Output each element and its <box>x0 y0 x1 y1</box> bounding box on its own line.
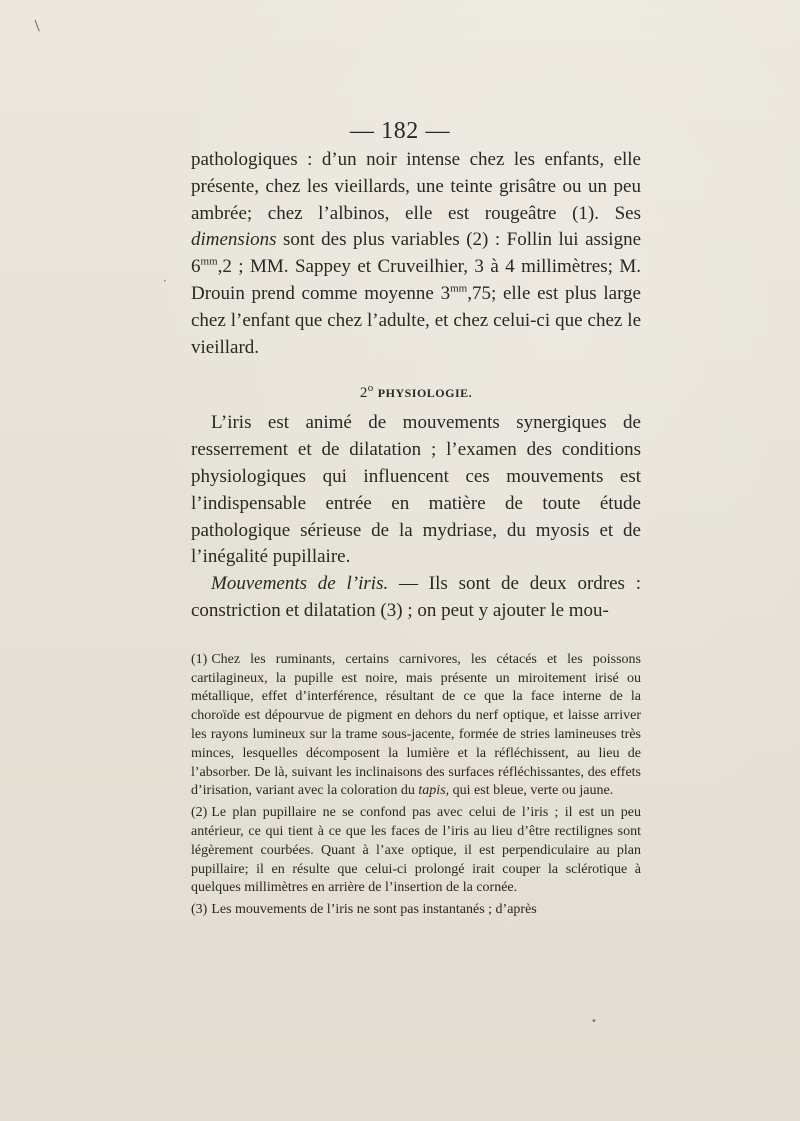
paragraph-1-part-3: ,2 ; MM. Sappey et Cruveilhier, 3 à 4 millimètres; M. Drouin prend comme moyenne 3 <box>191 256 641 304</box>
paragraph-3 <box>191 571 641 625</box>
footnote-number: (1) <box>191 651 208 667</box>
pencil-mark: ∕ <box>30 18 45 34</box>
paragraph-2: L’iris est animé de mouvements synergiques de resserrement et de dilatation ; l’examen des conditions physiologiques qui influencent ces mouvements est l’indispensable entrée en matière de toute étude pathologique sérieuse de la mydriase, du myosis et de l’inégalité pupillaire. <box>191 412 641 568</box>
unit-superscript-1: mm <box>200 255 218 268</box>
footnote-1 <box>191 651 641 801</box>
footnote-text: Le plan pupillaire ne se confond pas avec celui de l’iris ; il est un peu antérieur, ce qui tient à ce que les faces de l’iris au lieu d’être rectilignes sont légèrement courbées. Quant à l’axe optique, il est perpendiculaire au plan pupillaire; il en résulte que celui-ci prolongé irait couper la sclérotique à quelques millimètres en arrière de l’insertion de la cornée. <box>191 805 641 896</box>
footnote-3 <box>191 901 641 920</box>
footnote-text-end: , qui est bleue, verte ou jaune. <box>445 783 614 799</box>
unit-superscript-2: mm <box>450 282 468 295</box>
main-text <box>191 147 641 625</box>
paragraph-1 <box>191 147 641 361</box>
footnotes <box>191 651 641 920</box>
section-heading <box>191 382 641 402</box>
section-degree: o <box>367 382 374 395</box>
footnote-number: (2) <box>191 805 208 821</box>
movements-heading: Mouvements de l’iris. <box>211 573 389 595</box>
section-number: 2 <box>359 385 368 402</box>
paragraph-1-part-1: pathologiques : d’un noir intense chez les enfants, elle présente, chez les vieillards, une teinte grisâtre ou un peu ambrée; chez l’albinos, elle est rougeâtre (1). Ses <box>191 149 641 224</box>
footnote-number: (3) <box>191 902 208 918</box>
page-number: — 182 — <box>349 118 451 144</box>
paragraph-1-part-4: ,75; elle est plus large chez l’enfant que chez l’adulte, et chez celui-ci que chez le vieillard. <box>191 282 641 358</box>
footnote-text: Les mouvements de l’iris ne sont pas instantanés ; d’après <box>211 902 537 918</box>
dimensions-emphasis: dimensions <box>191 229 277 251</box>
footnote-2 <box>191 804 641 898</box>
section-title: PHYSIOLOGIE. <box>377 386 473 401</box>
page-content <box>191 147 641 923</box>
bottom-speck: • <box>591 1016 597 1027</box>
footnote-italic-term: tapis <box>418 783 446 799</box>
paragraph-1-part-2: sont des plus variables (2) : Follin lui assigne 6 <box>191 229 641 278</box>
footnote-text: Chez les ruminants, certains carnivores, les cétacés et les poissons cartilagineux, la pupille est noire, mais présente un miroitement irisé ou métallique, effet d’interférence, résultant de ce que la face interne de la choroïde est dépourvue de pigment en dehors du nerf optique, et laisse arriver les rayons lumineux sur la trame sous-jacente, formée de stries lamineuses très minces, lesquelles décomposent la lumière et la réfléchissent, au lieu de l’absorber. De là, suivant les inclinaisons des surfaces réfléchissantes, des effets d’irisation, variant avec la coloration du <box>191 651 641 799</box>
margin-dot: · <box>163 274 167 288</box>
paragraph-3-text: — Ils sont de deux ordres : constriction et dilatation (3) ; on peut y ajouter le mou- <box>191 573 641 621</box>
